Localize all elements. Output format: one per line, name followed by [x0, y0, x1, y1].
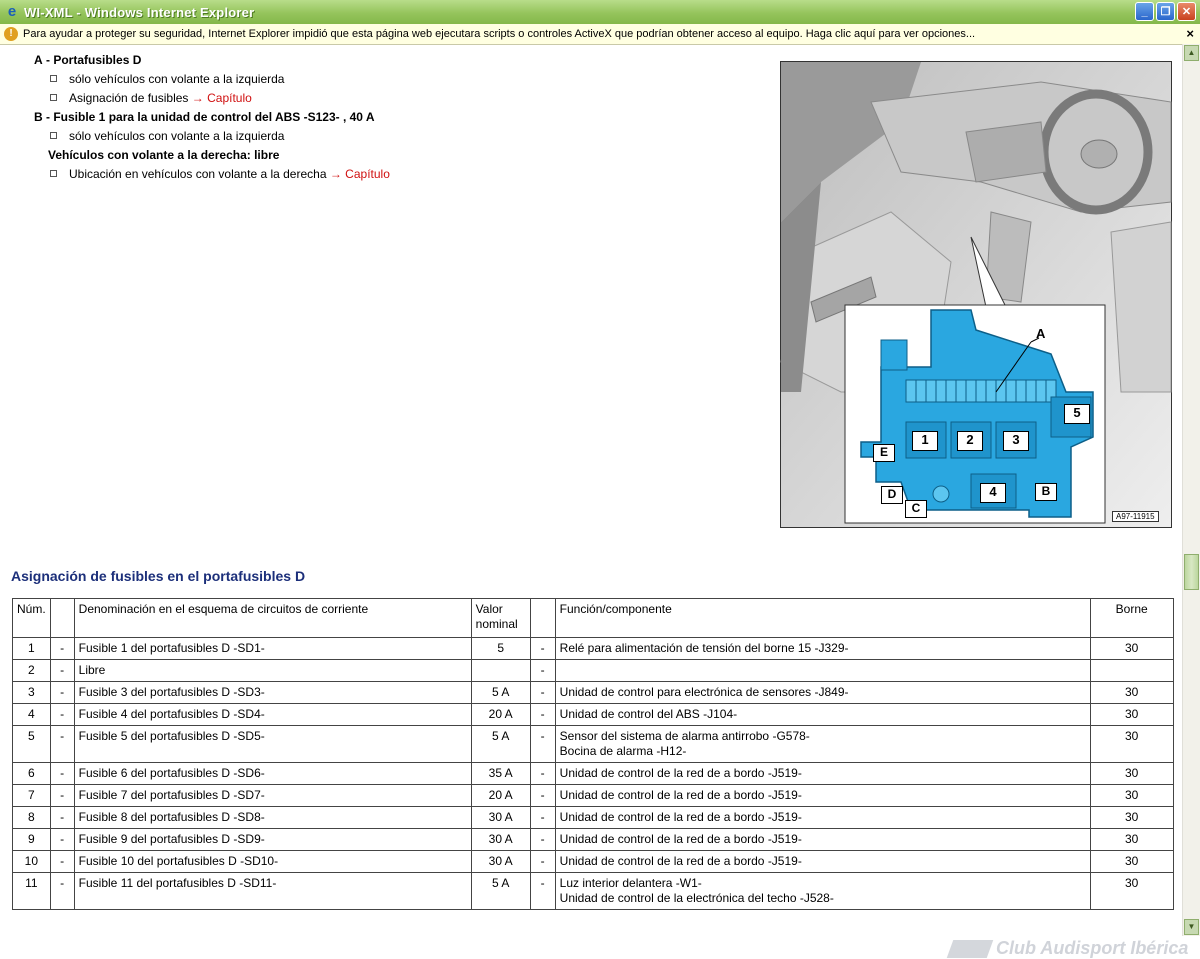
- legend-a-text: Portafusibles D: [53, 52, 142, 67]
- cell-function: [555, 726, 1090, 763]
- cell-name: Fusible 8 del portafusibles D -SD8-: [74, 807, 471, 829]
- header-function: Función/componente: [555, 599, 1090, 638]
- function-line: Luz interior delantera -W1-: [559, 876, 702, 890]
- cell-value: [471, 660, 530, 682]
- cell-dash: -: [50, 807, 74, 829]
- header-num: Núm.: [13, 599, 51, 638]
- legend-a: A - Portafusibles D: [34, 52, 142, 67]
- legend-b-item-2-text: Ubicación en vehículos con volante a la derecha: [69, 166, 327, 181]
- cell-terminal: 30: [1090, 682, 1173, 704]
- cell-dash: -: [50, 829, 74, 851]
- cell-name: Fusible 5 del portafusibles D -SD5-: [74, 726, 471, 763]
- function-line: Unidad de control de la red de a bordo -J519-: [559, 766, 802, 780]
- club-logo-icon: [947, 940, 994, 958]
- table-header-row: [13, 599, 1174, 638]
- cell-value: 5 A: [471, 682, 530, 704]
- cell-terminal: 30: [1090, 785, 1173, 807]
- cell-function: [555, 785, 1090, 807]
- table-row: [13, 763, 1174, 785]
- function-line: Sensor del sistema de alarma antirrobo -G578-: [559, 729, 810, 743]
- watermark: [950, 938, 1188, 959]
- cell-function: [555, 763, 1090, 785]
- callout-relay-3: 3: [1003, 431, 1029, 451]
- cell-dash-2: -: [530, 638, 555, 660]
- callout-relay-4: 4: [980, 483, 1006, 503]
- table-row: [13, 704, 1174, 726]
- function-line: Unidad de control de la red de a bordo -J519-: [559, 788, 802, 802]
- figure-code: A97-11915: [1112, 511, 1159, 522]
- header-terminal: Borne: [1090, 599, 1173, 638]
- table-row: [13, 807, 1174, 829]
- cell-function: [555, 851, 1090, 873]
- cell-function: [555, 829, 1090, 851]
- cell-name: Fusible 10 del portafusibles D -SD10-: [74, 851, 471, 873]
- vertical-scrollbar[interactable]: [1182, 44, 1200, 936]
- cell-dash: -: [50, 785, 74, 807]
- cell-value: 5 A: [471, 726, 530, 763]
- function-line: Unidad de control para electrónica de sensores -J849-: [559, 685, 849, 699]
- callout-a: A: [1036, 326, 1046, 341]
- cell-name: Libre: [74, 660, 471, 682]
- cell-name: Fusible 7 del portafusibles D -SD7-: [74, 785, 471, 807]
- chapter-link[interactable]: → Capítulo: [191, 90, 252, 105]
- cell-name: Fusible 3 del portafusibles D -SD3-: [74, 682, 471, 704]
- cell-dash: -: [50, 660, 74, 682]
- cell-dash-2: -: [530, 682, 555, 704]
- callout-relay-1: 1: [912, 431, 938, 451]
- table-row: [13, 851, 1174, 873]
- window-titlebar: [0, 0, 1200, 25]
- cell-num: 3: [13, 682, 51, 704]
- cell-dash: -: [50, 704, 74, 726]
- cell-terminal: 30: [1090, 704, 1173, 726]
- header-dash-2: [530, 599, 555, 638]
- cell-value: 20 A: [471, 785, 530, 807]
- cell-dash-2: -: [530, 829, 555, 851]
- cell-name: Fusible 4 del portafusibles D -SD4-: [74, 704, 471, 726]
- page-content: [0, 44, 1189, 958]
- cell-dash-2: -: [530, 763, 555, 785]
- cell-dash-2: -: [530, 704, 555, 726]
- cell-name: Fusible 11 del portafusibles D -SD11-: [74, 873, 471, 910]
- legend-b-item-1: [34, 126, 390, 145]
- cell-num: 5: [13, 726, 51, 763]
- callout-b: B: [1035, 483, 1057, 501]
- legend-rhd-note: Vehículos con volante a la derecha: libre: [48, 147, 280, 162]
- cell-value: 5: [471, 638, 530, 660]
- window-title: WI-XML - Windows Internet Explorer: [24, 4, 255, 20]
- function-line: Unidad de control de la electrónica del techo -J528-: [559, 891, 834, 905]
- cell-dash: -: [50, 638, 74, 660]
- legend-b-item-2: [34, 164, 390, 183]
- table-row: [13, 829, 1174, 851]
- table-body: [13, 638, 1174, 910]
- cell-terminal: 30: [1090, 638, 1173, 660]
- cell-terminal: 30: [1090, 873, 1173, 910]
- cell-num: 10: [13, 851, 51, 873]
- cell-dash: -: [50, 726, 74, 763]
- cell-value: 30 A: [471, 807, 530, 829]
- cell-value: 20 A: [471, 704, 530, 726]
- ie-icon: e: [7, 3, 17, 20]
- cell-terminal: 30: [1090, 726, 1173, 763]
- function-line: Unidad de control de la red de a bordo -J519-: [559, 810, 802, 824]
- legend-a-item-2-text: Asignación de fusibles: [69, 90, 189, 105]
- cell-num: 4: [13, 704, 51, 726]
- fuse-box-illustration: [781, 62, 1171, 527]
- cell-name: Fusible 6 del portafusibles D -SD6-: [74, 763, 471, 785]
- cell-dash-2: -: [530, 851, 555, 873]
- table-row: [13, 638, 1174, 660]
- bullet-icon: [50, 94, 57, 101]
- header-value: Valor nominal: [471, 599, 530, 638]
- callout-e: E: [873, 444, 895, 462]
- chapter-link[interactable]: → Capítulo: [329, 166, 390, 181]
- cell-num: 9: [13, 829, 51, 851]
- cell-function: [555, 660, 1090, 682]
- legend-a-item-2: [34, 88, 390, 107]
- scroll-down-arrow-icon[interactable]: ▼: [1184, 919, 1199, 935]
- cell-dash-2: -: [530, 660, 555, 682]
- function-line: Unidad de control del ABS -J104-: [559, 707, 738, 721]
- cell-name: Fusible 9 del portafusibles D -SD9-: [74, 829, 471, 851]
- legend-a-item-1-text: sólo vehículos con volante a la izquierda: [69, 71, 285, 86]
- cell-dash: -: [50, 682, 74, 704]
- function-line: Unidad de control de la red de a bordo -J519-: [559, 832, 802, 846]
- cell-terminal: 30: [1090, 851, 1173, 873]
- callout-d: D: [881, 486, 903, 504]
- cell-dash-2: -: [530, 785, 555, 807]
- figure-legend: [34, 50, 390, 183]
- cell-function: [555, 682, 1090, 704]
- cell-num: 8: [13, 807, 51, 829]
- cell-value: 35 A: [471, 763, 530, 785]
- table-row: [13, 726, 1174, 763]
- callout-c: C: [905, 500, 927, 518]
- scroll-thumb[interactable]: [1184, 554, 1199, 590]
- window-controls: [1135, 2, 1196, 21]
- cell-dash: -: [50, 763, 74, 785]
- table-row: [13, 873, 1174, 910]
- cell-terminal: 30: [1090, 763, 1173, 785]
- bullet-icon: [50, 75, 57, 82]
- minimize-button[interactable]: _: [1135, 2, 1154, 21]
- table-row: [13, 660, 1174, 682]
- cell-terminal: 30: [1090, 807, 1173, 829]
- cell-value: 5 A: [471, 873, 530, 910]
- infobar-text: Para ayudar a proteger su seguridad, Internet Explorer impidió que esta página web ejecutara scripts o controles ActiveX que podrían obtener acceso al equipo. Haga clic aquí para ver opciones...: [23, 28, 976, 40]
- maximize-button[interactable]: ❐: [1156, 2, 1175, 21]
- cell-name: Fusible 1 del portafusibles D -SD1-: [74, 638, 471, 660]
- shield-icon: !: [4, 27, 18, 41]
- infobar-close-icon[interactable]: ×: [1186, 26, 1194, 41]
- cell-num: 7: [13, 785, 51, 807]
- close-button[interactable]: ✕: [1177, 2, 1196, 21]
- cell-function: [555, 807, 1090, 829]
- bullet-icon: [50, 132, 57, 139]
- cell-num: 6: [13, 763, 51, 785]
- cell-function: [555, 873, 1090, 910]
- legend-b: B - Fusible 1 para la unidad de control del ABS -S123- , 40 A: [34, 109, 375, 124]
- function-line: Unidad de control de la red de a bordo -J519-: [559, 854, 802, 868]
- cell-value: 30 A: [471, 851, 530, 873]
- cell-dash: -: [50, 873, 74, 910]
- legend-b-item-1-text: sólo vehículos con volante a la izquierda: [69, 128, 285, 143]
- scroll-up-arrow-icon[interactable]: ▲: [1184, 45, 1199, 61]
- security-infobar[interactable]: [0, 24, 1200, 45]
- legend-a-item-1: [34, 69, 390, 88]
- cell-terminal: 30: [1090, 829, 1173, 851]
- cell-num: 1: [13, 638, 51, 660]
- cell-function: [555, 704, 1090, 726]
- header-dash: [50, 599, 74, 638]
- section-title: Asignación de fusibles en el portafusibles D: [11, 568, 306, 584]
- callout-relay-2: 2: [957, 431, 983, 451]
- function-line: Relé para alimentación de tensión del borne 15 -J329-: [559, 641, 849, 655]
- cell-num: 11: [13, 873, 51, 910]
- header-name: Denominación en el esquema de circuitos de corriente: [74, 599, 471, 638]
- cell-value: 30 A: [471, 829, 530, 851]
- cell-dash: -: [50, 851, 74, 873]
- cell-dash-2: -: [530, 726, 555, 763]
- table-row: [13, 682, 1174, 704]
- legend-b-text: Fusible 1 para la unidad de control del ABS -S123- , 40 A: [53, 109, 375, 124]
- bullet-icon: [50, 170, 57, 177]
- table-row: [13, 785, 1174, 807]
- cell-dash-2: -: [530, 873, 555, 910]
- cell-dash-2: -: [530, 807, 555, 829]
- cell-function: [555, 638, 1090, 660]
- callout-relay-5: 5: [1064, 404, 1090, 424]
- cell-terminal: [1090, 660, 1173, 682]
- legend-b-letter: B: [34, 109, 43, 124]
- fuse-assignment-table: [12, 598, 1174, 910]
- legend-a-letter: A: [34, 52, 43, 67]
- function-line: Bocina de alarma -H12-: [559, 744, 687, 758]
- fuse-box-figure: [780, 61, 1172, 528]
- cell-num: 2: [13, 660, 51, 682]
- watermark-text: Club Audisport Ibérica: [996, 938, 1189, 958]
